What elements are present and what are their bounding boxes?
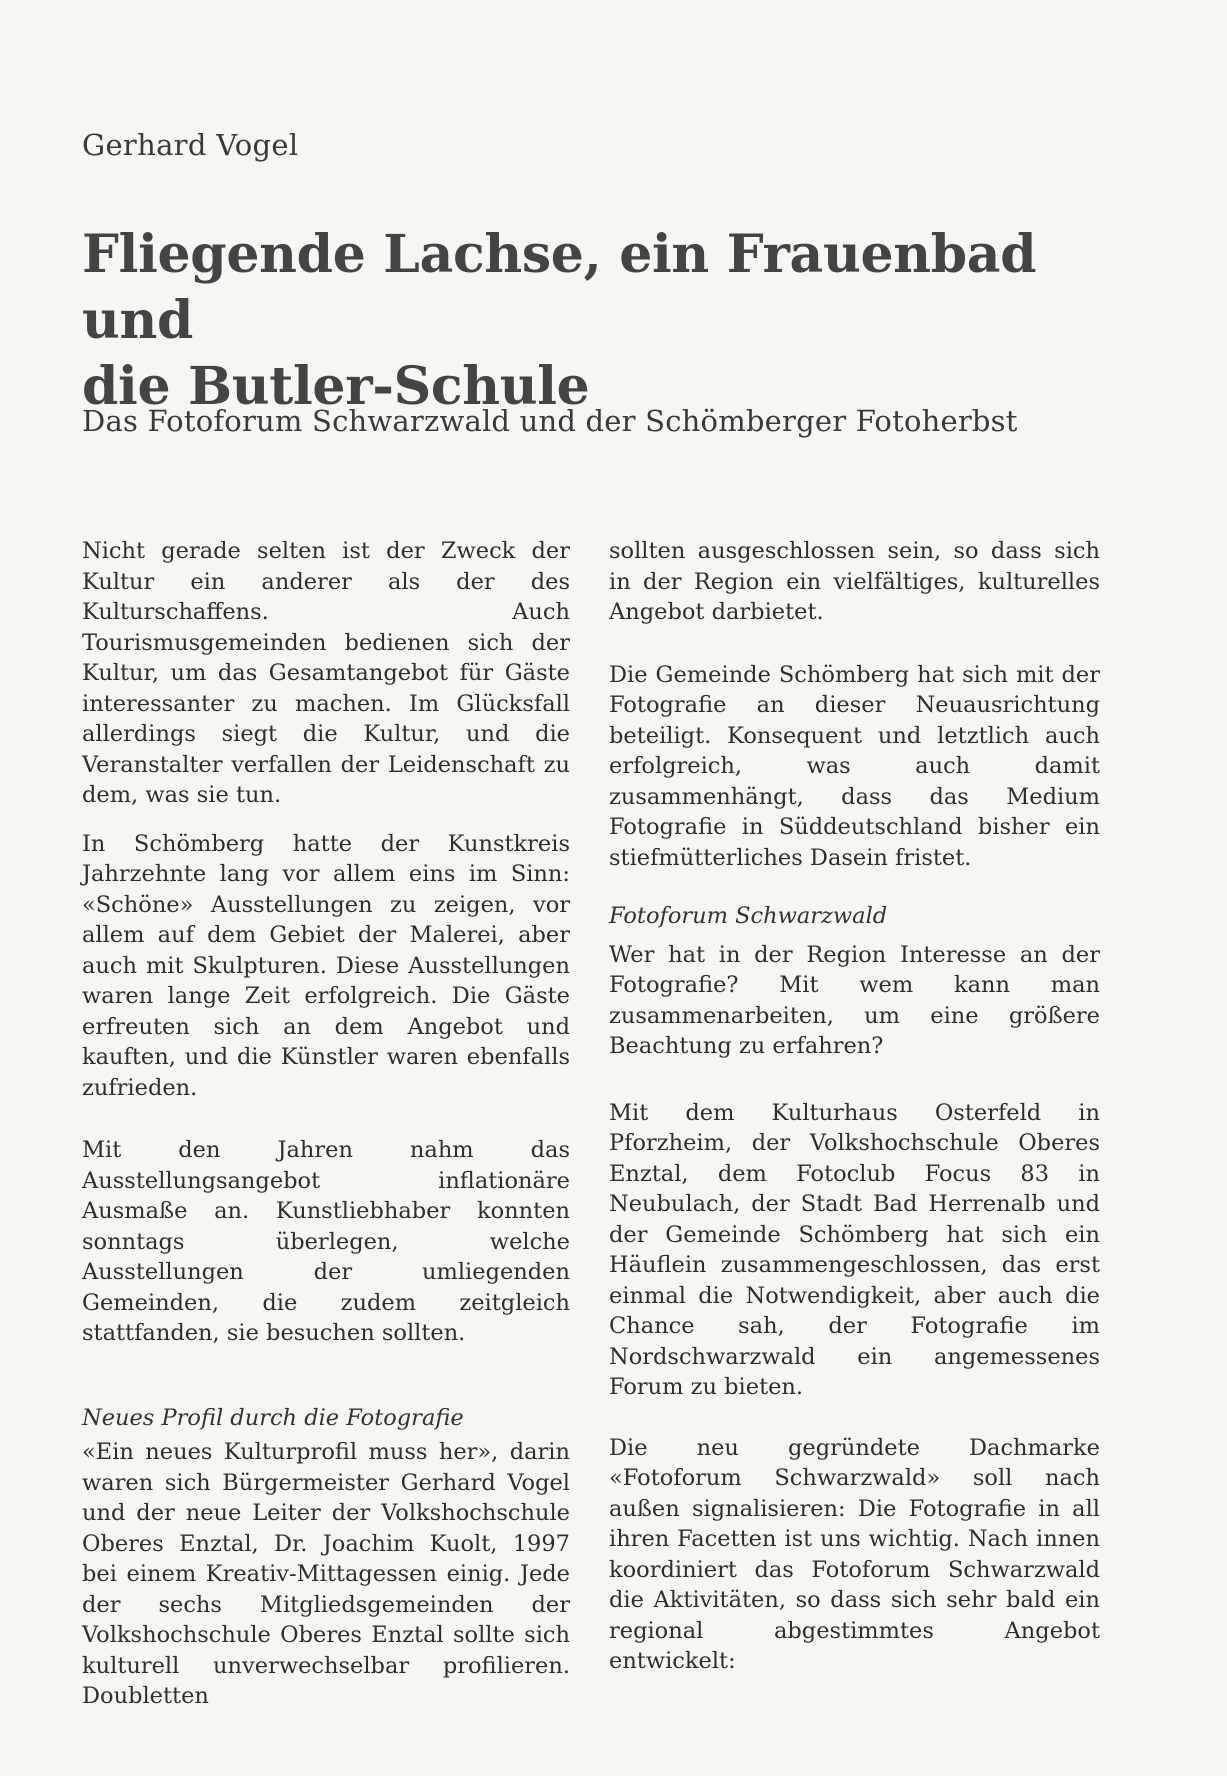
paragraph: Nicht gerade selten ist der Zweck der Kultur ein anderer als der des Kulturschaffens. Auch Tourismusgemeinden bedienen sich der Kultur, um das Gesamtangebot für Gäste interessanter zu machen. Im Glücksfall allerdings siegt die Kultur, und die Veranstalter verfallen der Leidenschaft zu dem, was sie tun. — [82, 538, 570, 808]
article-subtitle: Das Fotoforum Schwarzwald und der Schömberger Fotoherbst — [82, 404, 1018, 438]
left-column — [82, 536, 570, 1712]
paragraph: Die Gemeinde Schömberg hat sich mit der Fotografie an dieser Neuausrichtung beteiligt. Konsequent und letztlich auch erfolgreich, was auch damit zusammenhängt, dass das Medium Fotografie in Süddeutschland bisher ein stiefmütterliches Dasein fristet. — [609, 661, 1100, 871]
paragraph: Mit den Jahren nahm das Ausstellungsangebot inflationäre Ausmaße an. Kunstliebhaber konnten sonntags überlegen, welche Ausstellungen der umliegenden Gemeinden, die zudem zeitgleich stattfanden, sie besuchen sollten. — [82, 1137, 570, 1346]
paragraph: In Schömberg hatte der Kunstkreis Jahrzehnte lang vor allem eins im Sinn: «Schöne» Ausstellungen zu zeigen, vor allem auf dem Gebiet der Malerei, aber auch mit Skulpturen. Diese Ausstellungen waren lange Zeit erfolgreich. Die Gäste erfreuten sich an dem Angebot und kauften, und die Künstler waren ebenfalls zufrieden. — [82, 830, 570, 1101]
paragraph: sollten ausgeschlossen sein, so dass sich in der Region ein vielfältiges, kulturelles Angebot darbietet. — [609, 538, 1100, 625]
paragraph: Wer hat in der Region Interesse an der Fotografie? Mit wem kann man zusammenarbeiten, um eine größere Beachtung zu erfahren? — [609, 941, 1100, 1059]
section-heading: Fotoforum Schwarzwald — [609, 903, 888, 929]
title-line-1: Fliegende Lachse, ein Frauenbad und — [82, 224, 1037, 351]
right-column — [609, 536, 1100, 1677]
title-line-2: die Butler-Schule — [82, 356, 590, 417]
section-heading: Neues Profil durch die Fotografie — [82, 1404, 464, 1431]
article-title — [82, 222, 1082, 420]
paragraph: Mit dem Kulturhaus Osterfeld in Pforzheim, der Volkshochschule Oberes Enztal, dem Fotoclub Focus 83 in Neubulach, der Stadt Bad Herrenalb und der Gemeinde Schömberg hat sich ein Häuflein zusammengeschlossen, das erst einmal die Notwendigkeit, aber auch die Chance sah, der Fotografie im Nordschwarzwald ein angemessenes Forum zu bieten. — [609, 1099, 1100, 1400]
paragraph: Die neu gegründete Dachmarke «Fotoforum Schwarzwald» soll nach außen signalisieren: Die Fotografie in all ihren Facetten ist uns wichtig. Nach innen koordiniert das Fotoforum Schwarzwald die Aktivitäten, so dass sich sehr bald ein regional abgestimmtes Angebot entwickelt: — [609, 1434, 1100, 1674]
author-name: Gerhard Vogel — [82, 128, 299, 162]
paragraph: «Ein neues Kulturprofil muss her», darin waren sich Bürgermeister Gerhard Vogel und der neue Leiter der Volkshochschule Oberes Enztal, Dr. Joachim Kuolt, 1997 bei einem Kreativ-Mittagessen einig. Jede der sechs Mitgliedsgemeinden der Volkshochschule Oberes Enztal sollte sich kulturell unverwechselbar profilieren. Doubletten — [82, 1439, 570, 1709]
